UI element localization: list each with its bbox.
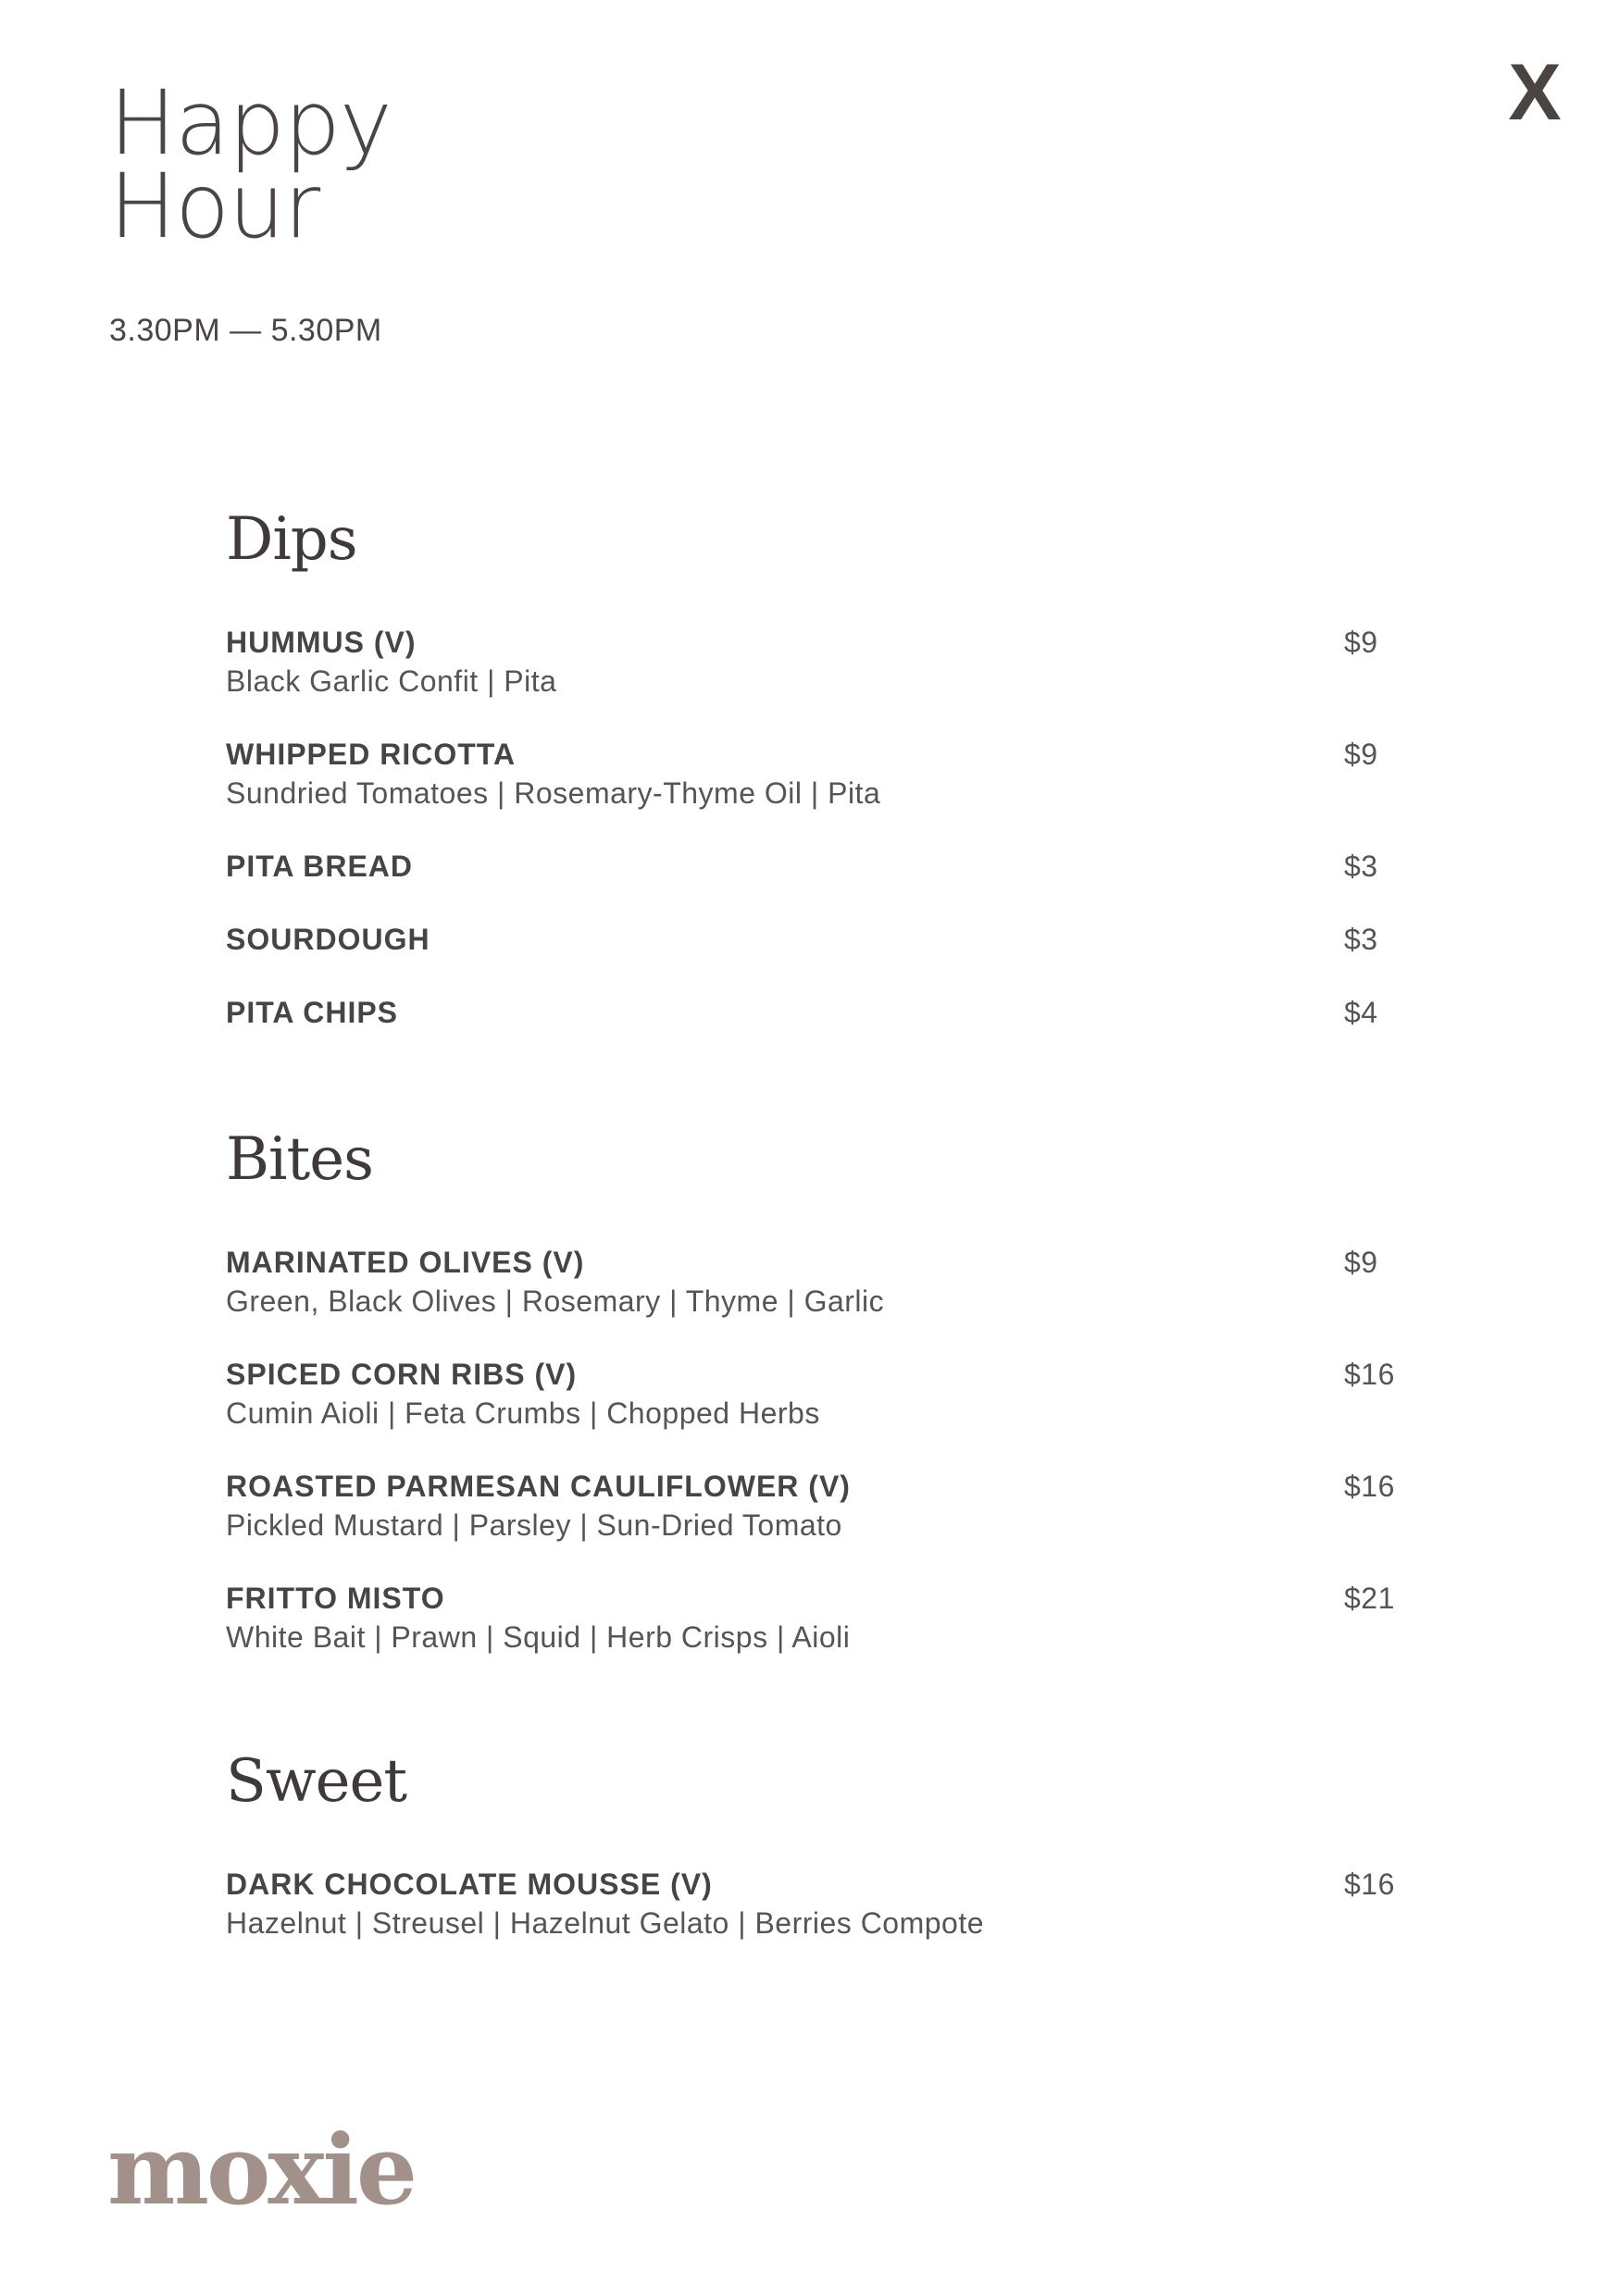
- menu-item: [226, 1580, 1395, 1656]
- menu-item-description: Green, Black Olives | Rosemary | Thyme | Garlic: [226, 1285, 885, 1318]
- menu-item-description: White Bait | Prawn | Squid | Herb Crisps | Aioli: [226, 1620, 851, 1654]
- menu-item: [226, 921, 1392, 958]
- menu-item-name: PITA CHIPS: [226, 996, 399, 1029]
- happy-hour-times: 3.30PM — 5.30PM: [109, 313, 382, 348]
- menu-item: [226, 994, 1392, 1031]
- close-icon[interactable]: X: [1508, 48, 1562, 137]
- menu-item: [226, 1244, 1392, 1320]
- menu-item-name: PITA BREAD: [226, 850, 413, 883]
- menu-item-price: $9: [1344, 738, 1378, 771]
- menu-item-name: FRITTO MISTO: [226, 1582, 445, 1615]
- menu-item-price: $9: [1344, 1246, 1378, 1279]
- menu-item-name: MARINATED OLIVES (V): [226, 1246, 585, 1279]
- menu-item: [226, 848, 1392, 885]
- section-title: Bites: [226, 1125, 373, 1194]
- menu-item-price: $21: [1344, 1582, 1395, 1615]
- menu-item-name: SOURDOUGH: [226, 923, 430, 956]
- menu-item-list: [226, 624, 1429, 1031]
- page-title: [109, 71, 392, 258]
- page-title-line-1: Happy: [109, 71, 392, 175]
- menu-item: [226, 736, 1392, 812]
- menu-item-description: Sundried Tomatoes | Rosemary-Thyme Oil | Pita: [226, 776, 881, 810]
- menu-item-name: SPICED CORN RIBS (V): [226, 1358, 578, 1391]
- menu-item-description: Hazelnut | Streusel | Hazelnut Gelato | Berries Compote: [226, 1906, 985, 1940]
- menu-item: [226, 1356, 1395, 1432]
- section-title: Dips: [226, 505, 357, 574]
- menu-item-price: $16: [1344, 1868, 1395, 1901]
- menu-item-name: ROASTED PARMESAN CAULIFLOWER (V): [226, 1470, 851, 1503]
- menu-item-price: $3: [1344, 923, 1378, 956]
- menu-item-name: WHIPPED RICOTTA: [226, 738, 517, 771]
- section-dips: [226, 507, 1429, 1067]
- menu-item-description: Pickled Mustard | Parsley | Sun-Dried Tomato: [226, 1508, 842, 1542]
- menu-item-price: $16: [1344, 1358, 1395, 1391]
- menu-item-description: Cumin Aioli | Feta Crumbs | Chopped Herbs: [226, 1396, 820, 1430]
- menu-item: [226, 1866, 1395, 1942]
- menu-item-name: DARK CHOCOLATE MOUSSE (V): [226, 1868, 713, 1901]
- menu-item-price: $9: [1344, 626, 1378, 659]
- menu-item-name: HUMMUS (V): [226, 626, 417, 659]
- menu-item: [226, 1468, 1395, 1544]
- section-title: Sweet: [226, 1747, 407, 1816]
- menu-item: [226, 624, 1392, 700]
- menu-item-list: [226, 1866, 1429, 1942]
- menu-item-description: Black Garlic Confit | Pita: [226, 664, 557, 698]
- menu-item-price: $16: [1344, 1470, 1395, 1503]
- page-title-line-2: Hour: [109, 155, 320, 258]
- moxie-logo: moxie: [107, 2113, 416, 2227]
- menu-item-price: $3: [1344, 850, 1378, 883]
- menu-item-list: [226, 1244, 1429, 1656]
- section-bites: [226, 1127, 1429, 1692]
- menu-item-price: $4: [1344, 996, 1378, 1029]
- section-sweet: [226, 1749, 1429, 1978]
